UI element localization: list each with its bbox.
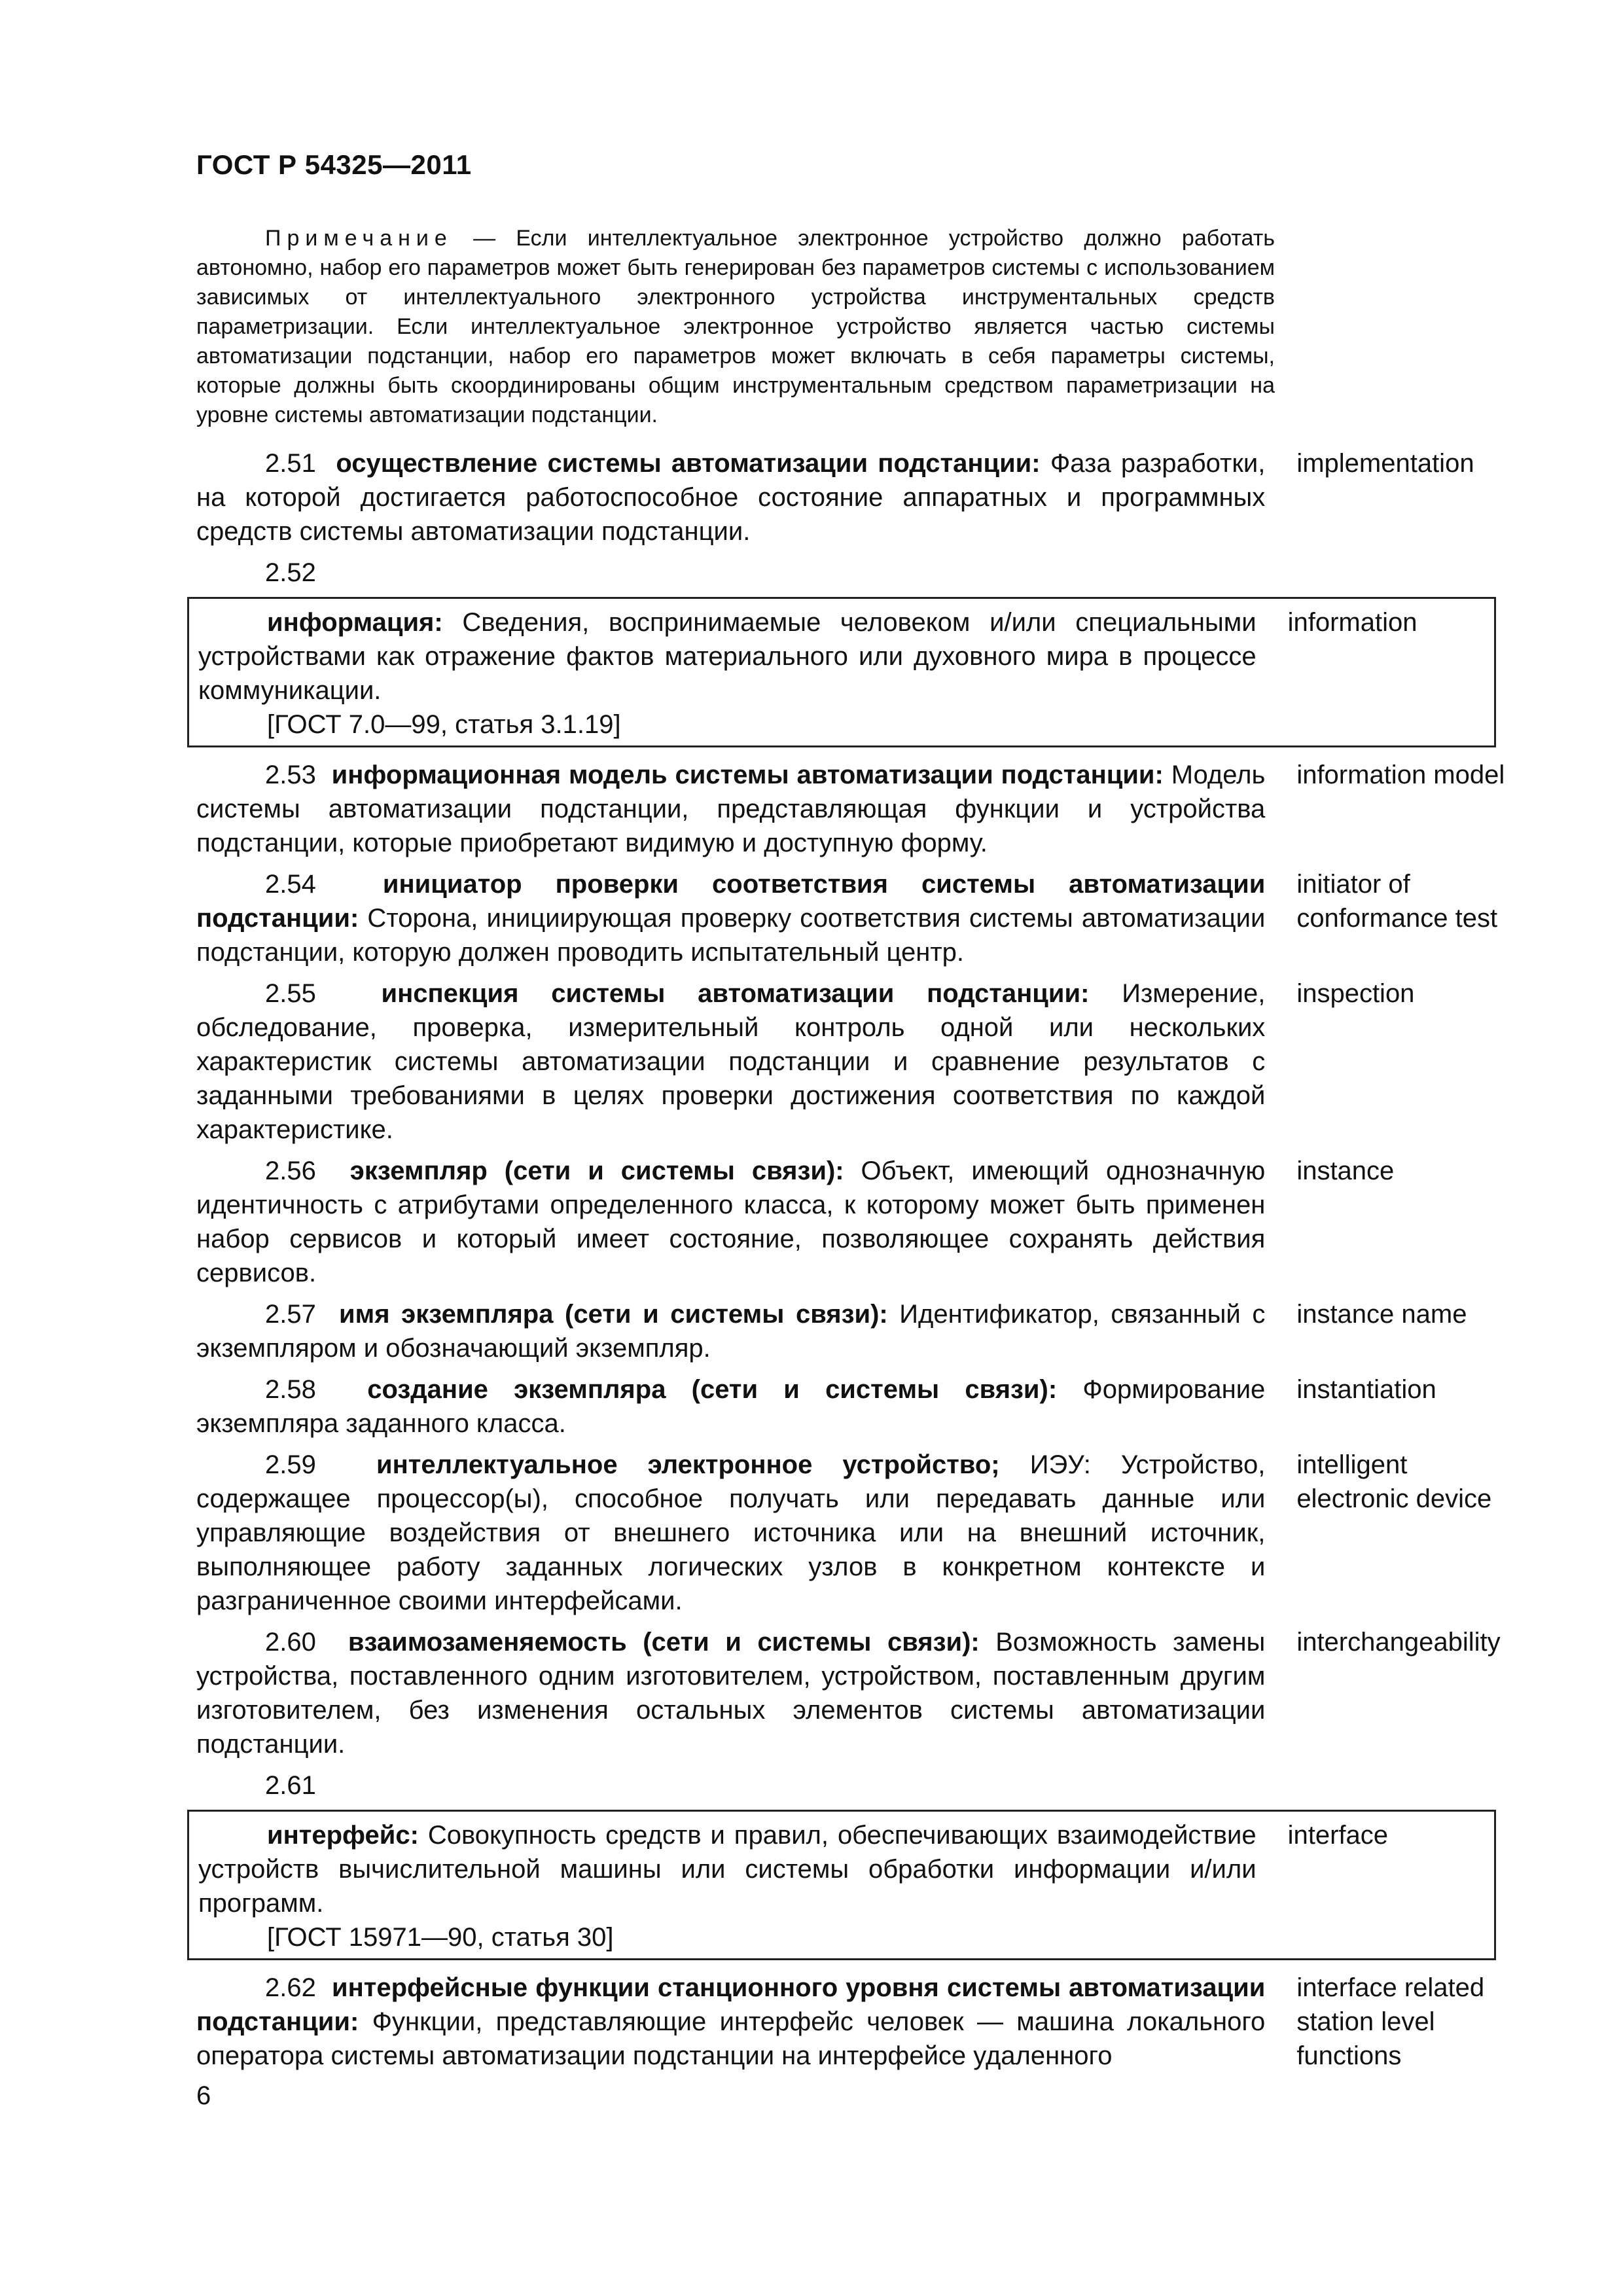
term-source-reference: [ГОСТ 7.0—99, статья 3.1.19]	[267, 710, 621, 739]
term-english: information model	[1296, 761, 1505, 789]
term-definition: Совокупность средств и правил, обеспечивающих взаимодействие устройств вычислительной машины или системы обработки информации и/или программ.	[198, 1821, 1257, 1918]
term-definition: Фаза разработки, на которой достигается работоспособное состояние аппаратных и программных средств системы автоматизации подстанции.	[196, 449, 1266, 546]
note-first-line	[196, 224, 1275, 430]
term-number: 2.51	[265, 449, 316, 478]
term-english: interface	[1287, 1821, 1388, 1850]
term-name: интерфейс:	[267, 1821, 419, 1850]
term-definition: Идентификатор, связанный с экземпляром и обозначающий экземпляр.	[196, 1300, 1266, 1363]
term-number: 2.59	[265, 1450, 316, 1479]
term-definition: ИЭУ: Устройство, содержащее процессор(ы), способное получать или передавать данные или управляющие воздействия от внешнего источника или на внешний источник, выполняющее работу заданных логических узлов в конкретном контексте и разграниченное своими интерфейсами.	[196, 1450, 1266, 1615]
term-definition: Измерение, обследование, проверка, измерительный контроль одной или нескольких характеристик системы автоматизации подстанции и сравнение результатов с заданными требованиями в целях проверки достижения соответствия по каждой характеристике.	[196, 979, 1266, 1144]
term-name: создание экземпляра (сети и системы связи):	[367, 1375, 1058, 1404]
term-entry-2-58	[196, 1372, 1505, 1441]
page-number: 6	[196, 2081, 211, 2110]
terms-list	[196, 446, 1505, 2080]
term-number: 2.53	[265, 761, 316, 789]
term-name: информация:	[267, 608, 443, 637]
term-entry-2-61-box	[187, 1810, 1496, 1960]
term-entry-2-59	[196, 1448, 1505, 1618]
term-entry-2-54	[196, 867, 1505, 969]
note-label: Примечание	[265, 226, 453, 251]
term-number: 2.58	[265, 1375, 316, 1404]
term-number: 2.62	[265, 1973, 316, 2002]
term-definition: Сведения, воспринимаемые человеком и/или специальными устройствами как отражение фактов материального или духовного мира в процессе коммуникации.	[198, 608, 1257, 705]
term-definition: Возможность замены устройства, поставленного одним изготовителем, устройством, поставленным другим изготовителем, без изменения остальных элементов системы автоматизации подстанции.	[196, 1628, 1266, 1759]
term-definition: Объект, имеющий однозначную идентичность с атрибутами определенного класса, к которому может быть применен набор сервисов и который имеет состояние, позволяющее сохранять действия сервисов.	[196, 1157, 1266, 1287]
term-body	[196, 1372, 1265, 1441]
term-number: 2.56	[265, 1157, 316, 1185]
document-header: ГОСТ Р 54325—2011	[196, 149, 472, 180]
term-english: inspection	[1296, 979, 1415, 1008]
term-number: 2.57	[265, 1300, 316, 1329]
term-name: взаимозаменяемость (сети и системы связи):	[348, 1628, 980, 1657]
term-entry-2-52-box	[187, 597, 1496, 747]
term-name: осуществление системы автоматизации подстанции:	[336, 449, 1041, 478]
term-english: interface related station level functions	[1296, 1973, 1485, 2070]
term-definition: Модель системы автоматизации подстанции, представляющая функции и устройства подстанции, которые приобретают видимую и доступную форму.	[196, 761, 1266, 857]
term-english: instance name	[1296, 1300, 1467, 1329]
term-number-2-52: 2.52	[265, 558, 316, 587]
term-entry-2-60	[196, 1625, 1505, 1761]
term-name: интерфейсные функции станционного уровня системы автоматизации подстанции:	[196, 1973, 1266, 2036]
term-body	[196, 1971, 1265, 2073]
term-name: инспекция системы автоматизации подстанции:	[381, 979, 1090, 1008]
term-number-2-61: 2.61	[265, 1771, 316, 1800]
term-name: информационная модель системы автоматизации подстанции:	[331, 761, 1164, 789]
term-english: implementation	[1296, 449, 1474, 478]
term-name: инициатор проверки соответствия системы автоматизации подстанции:	[196, 870, 1266, 933]
term-english: instantiation	[1296, 1375, 1436, 1404]
term-english: initiator of conformance test	[1296, 870, 1498, 933]
term-body	[196, 1154, 1265, 1290]
term-english: interchangeability	[1296, 1628, 1501, 1657]
term-name: экземпляр (сети и системы связи):	[349, 1157, 844, 1185]
term-number: 2.54	[265, 870, 316, 899]
term-definition: Сторона, инициирующая проверку соответствия системы автоматизации подстанции, которую должен проводить испытательный центр.	[196, 904, 1266, 967]
term-entry-2-61	[198, 1818, 1494, 1920]
term-body	[196, 1448, 1265, 1618]
term-entry-2-53	[196, 758, 1505, 860]
term-number: 2.55	[265, 979, 316, 1008]
term-entry-2-57	[196, 1297, 1505, 1365]
term-body	[196, 1297, 1265, 1365]
term-entry-2-55	[196, 977, 1505, 1147]
term-body	[196, 758, 1265, 860]
term-entry-2-62	[196, 1971, 1505, 2073]
term-english: instance	[1296, 1157, 1395, 1185]
note-text: — Если интеллектуальное электронное устройство должно работать автономно, набор его параметров может быть генерирован без параметров системы с использованием зависимых от интеллектуального электронного устройства инструментальных средств параметризации. Если интеллектуальное электронное устройство является частью системы автоматизации подстанции, набор его параметров может включать в себя параметры системы, которые должны быть скоординированы общим инструментальным средством параметризации на уровне системы автоматизации подстанции.	[196, 226, 1275, 427]
note-paragraph	[196, 224, 1275, 430]
term-definition: Функции, представляющие интерфейс человек — машина локального оператора системы автоматизации подстанции на интерфейсе удаленного	[196, 2007, 1266, 2070]
term-name: имя экземпляра (сети и системы связи):	[339, 1300, 888, 1329]
term-entry-2-51	[196, 446, 1505, 548]
term-english: intelligent electronic device	[1296, 1450, 1492, 1513]
term-entry-2-52	[198, 605, 1494, 708]
term-body	[198, 605, 1257, 708]
term-body	[196, 446, 1265, 548]
term-body	[196, 1625, 1265, 1761]
term-source-reference: [ГОСТ 15971—90, статья 30]	[267, 1923, 614, 1952]
term-english: information	[1287, 608, 1418, 637]
term-number: 2.60	[265, 1628, 316, 1657]
term-body	[198, 1818, 1257, 1920]
term-definition: Формирование экземпляра заданного класса.	[196, 1375, 1266, 1438]
term-body	[196, 977, 1265, 1147]
term-body	[196, 867, 1265, 969]
term-name: интеллектуальное электронное устройство;	[376, 1450, 1000, 1479]
term-entry-2-56	[196, 1154, 1505, 1290]
